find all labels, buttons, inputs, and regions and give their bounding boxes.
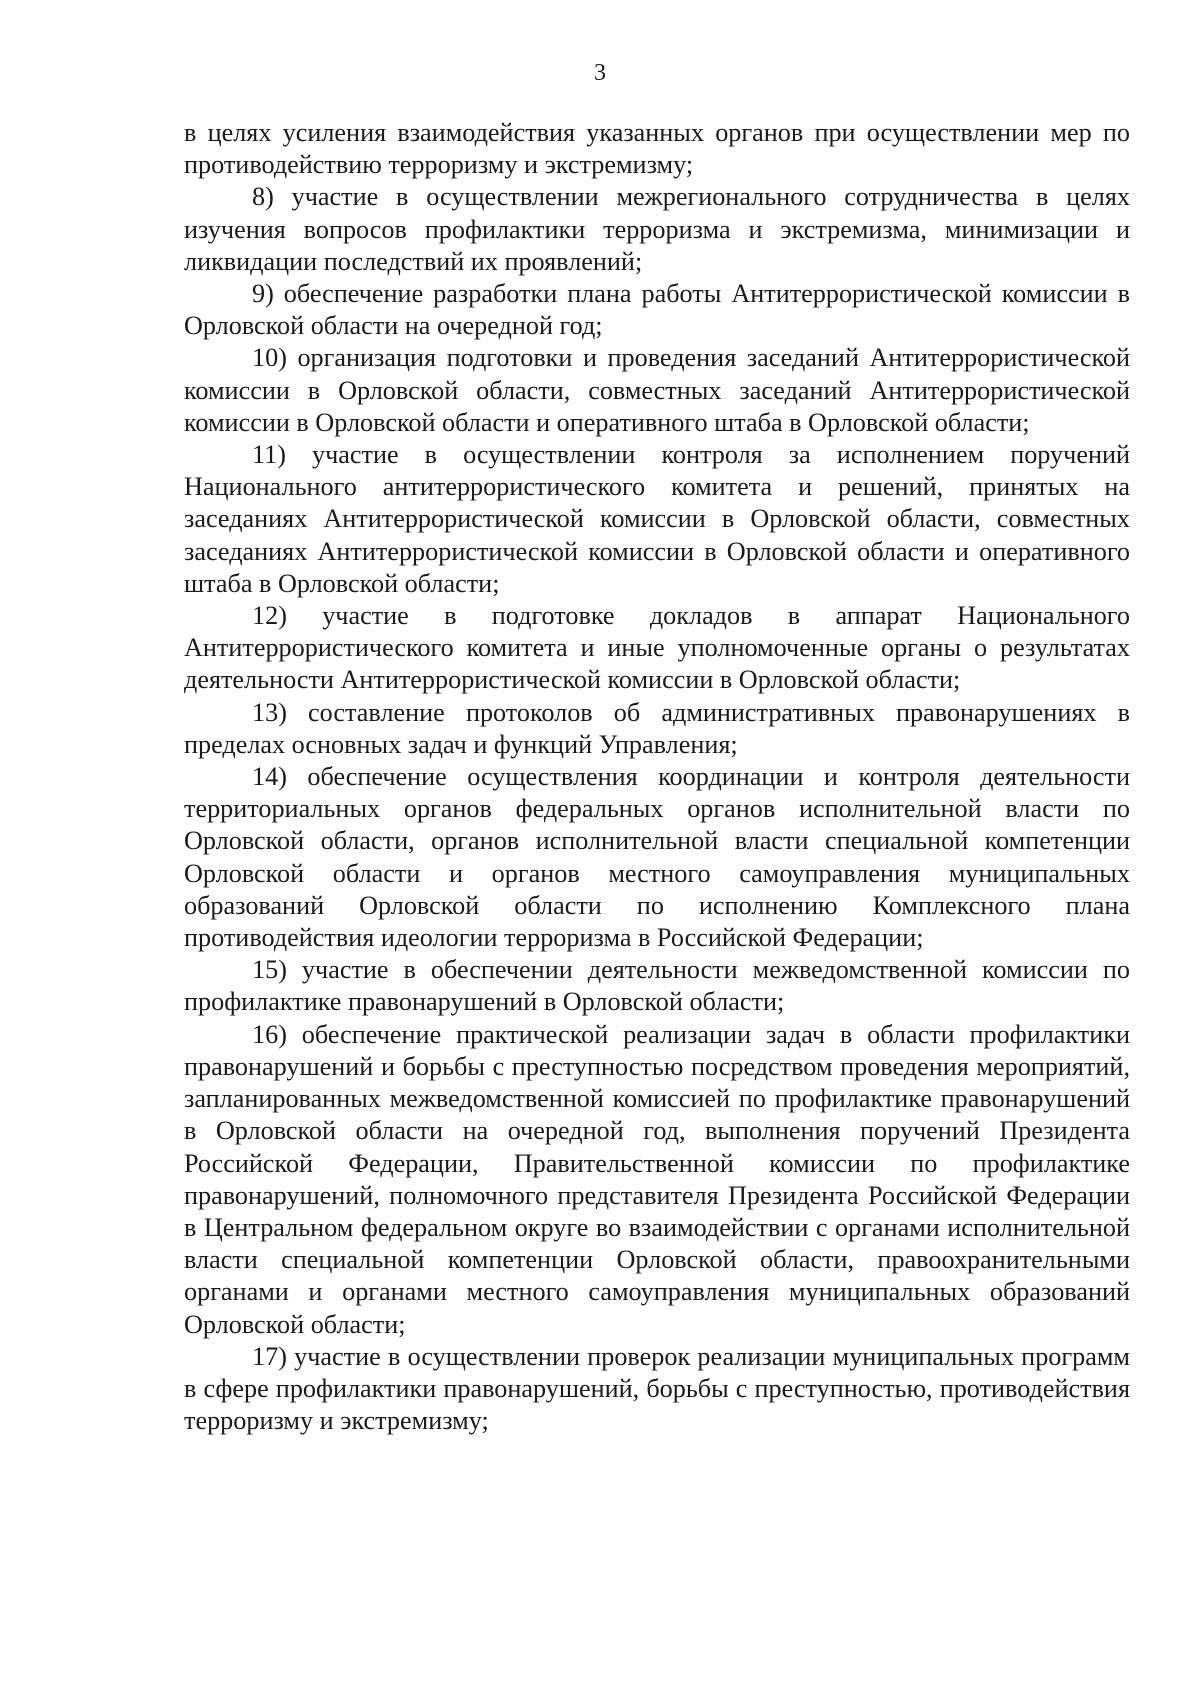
list-item-15: 15) участие в обеспечении деятельности межведомственной комиссии по профилактике правонарушений в Орловской области; [184, 955, 1130, 1017]
page-number: 3 [594, 60, 606, 86]
list-item-13: 13) составление протоколов об административных правонарушениях в пределах основных задач и функций Управления; [184, 697, 1130, 759]
list-item-8: 8) участие в осуществлении межрегионального сотрудничества в целях изучения вопросов профилактики терроризма и экстремизма, минимизации и ликвидации последствий их проявлений; [184, 182, 1130, 276]
list-item-11: 11) участие в осуществлении контроля за исполнением поручений Национального антитеррористического комитета и решений, принятых на заседаниях Антитеррористической комиссии в Орловской области, совместных заседаниях Антитеррористической комиссии в Орловской области и оперативного штаба в Орловской области; [184, 440, 1130, 598]
list-item-10: 10) организация подготовки и проведения заседаний Антитеррористической комиссии в Орловской области, совместных заседаний Антитеррористической комиссии в Орловской области и оперативного штаба в Орловской области; [184, 343, 1130, 437]
list-item-16: 16) обеспечение практической реализации задач в области профилактики правонарушений и борьбы с преступностью посредством проведения мероприятий, запланированных межведомственной комиссией по профилактике правонарушений в Орловской области на очередной год, выполнения поручений Президента Российской Федерации, Правительственной комиссии по профилактике правонарушений, полномочного представителя Президента Российской Федерации в Центральном федеральном округе во взаимодействии с органами исполнительной власти специальной компетенции Орловской области, правоохранительными органами и органами местного самоуправления муниципальных образований Орловской области; [184, 1019, 1130, 1339]
paragraph-continuation: в целях усиления взаимодействия указанных органов при осуществлении мер по противодействию терроризму и экстремизму; [184, 118, 1130, 180]
list-item-14: 14) обеспечение осуществления координации и контроля деятельности территориальных органов федеральных органов исполнительной власти по Орловской области, органов исполнительной власти специальной компетенции Орловской области и органов местного самоуправления муниципальных образований Орловской области по исполнению Комплексного плана противодействия идеологии терроризма в Российской Федерации; [184, 762, 1130, 953]
list-item-12: 12) участие в подготовке докладов в аппарат Национального Антитеррористического комитета и иные уполномоченные органы о результатах деятельности Антитеррористической комиссии в Орловской области; [184, 601, 1130, 695]
document-body [184, 117, 1130, 1437]
list-item-17: 17) участие в осуществлении проверок реализации муниципальных программ в сфере профилактики правонарушений, борьбы с преступностью, противодействия терроризму и экстремизму; [184, 1341, 1130, 1436]
list-item-9: 9) обеспечение разработки плана работы Антитеррористической комиссии в Орловской области на очередной год; [184, 279, 1130, 341]
